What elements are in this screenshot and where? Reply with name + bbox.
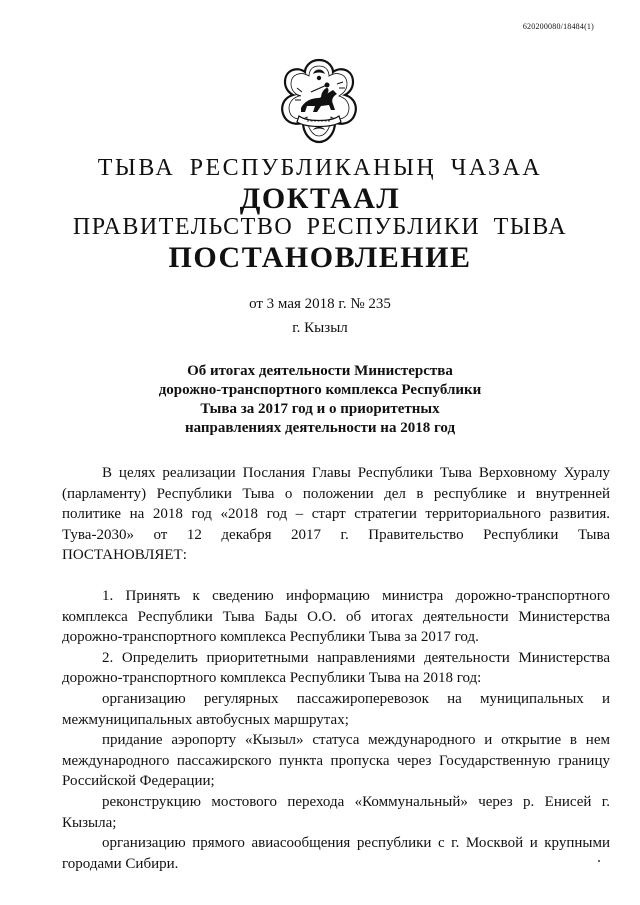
header-russian-doc-type: ПОСТАНОВЛЕНИЕ bbox=[168, 241, 472, 274]
scan-dot bbox=[598, 860, 600, 862]
clause-paragraph: 1. Принять к сведению информацию министра дорожно-транспортного комплекса Республики Тыва Бады О.О. об итогах деятельности Министерства дорожно-транспортного комплекса Республики Тыва за 2017 год. bbox=[62, 587, 610, 646]
document-body bbox=[62, 463, 610, 874]
tuva-coat-of-arms-icon bbox=[273, 54, 365, 150]
clause-paragraph: 2. Определить приоритетными направлениями деятельности Министерства дорожно-транспортного комплекса Республики Тыва на 2018 год: bbox=[62, 649, 610, 687]
priority-item: реконструкцию мостового перехода «Коммунальный» через р. Енисей г. Кызыла; bbox=[62, 793, 610, 831]
priority-item: придание аэропорту «Кызыл» статуса международного и открытие в нем международного пассажирского пункта пропуска через Государственную границу Российской Федерации; bbox=[62, 732, 610, 790]
title-line: направлениях деятельности на 2018 год bbox=[184, 420, 456, 436]
header-tuvan-government: ТЫВА РЕСПУБЛИКАНЫҢ ЧАЗАА bbox=[97, 155, 543, 181]
priority-item: организацию регулярных пассажироперевозок на муниципальных и межмуниципальных автобусных маршрутах; bbox=[62, 690, 610, 728]
priority-item: организацию прямого авиасообщения республики с г. Москвой и крупными городами Сибири. bbox=[62, 835, 610, 872]
document-title bbox=[0, 362, 640, 438]
header-russian-government: ПРАВИТЕЛЬСТВО РЕСПУБЛИКИ ТЫВА bbox=[72, 214, 568, 240]
title-line: Об итогах деятельности Министерства bbox=[187, 363, 453, 379]
header-tuvan-doc-type: ДОКТААЛ bbox=[239, 182, 401, 215]
title-line: дорожно-транспортного комплекса Республики bbox=[158, 382, 482, 398]
title-line: Тыва за 2017 год и о приоритетных bbox=[200, 401, 440, 417]
document-number: 620200080/18484(1) bbox=[522, 22, 594, 31]
document-date: от 3 мая 2018 г. № 235 bbox=[249, 296, 391, 312]
preamble-paragraph: В целях реализации Послания Главы Республики Тыва Верховному Хуралу (парламенту) Республики Тыва о положении дел в республике и внутренней политике на 2018 год «2018 год – старт стратегии территориального развития. Тува-2030» от 12 декабря 2017 г. Правительство Республики Тыва ПОСТАНОВЛЯЕТ: bbox=[62, 465, 610, 564]
document-city: г. Кызыл bbox=[292, 320, 348, 336]
